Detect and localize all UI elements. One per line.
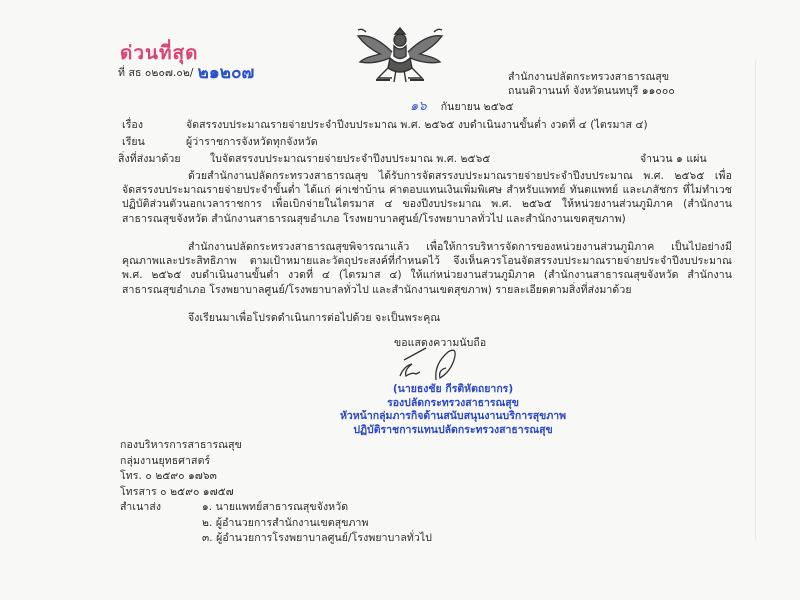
signer-title-1: รองปลัดกระทรวงสาธารณสุข [387, 396, 519, 409]
to-text: ผู้ว่าราชการจังหวัดทุกจังหวัด [186, 136, 318, 148]
subject-row [122, 118, 648, 132]
closing-request: จึงเรียนมาเพื่อโปรดดำเนินการต่อไปด้วย จะเป็นพระคุณ [188, 312, 441, 324]
phone: โทร. ๐ ๒๕๙๐ ๑๗๖๓ [120, 470, 217, 482]
cc-row-2 [120, 516, 432, 532]
to-row [122, 135, 318, 149]
salutation: ขอแสดงความนับถือ [394, 337, 487, 349]
cc-item: ๑. นายแพทย์สาธารณสุขจังหวัด [202, 501, 349, 513]
cc-item: ๓. ผู้อำนวยการโรงพยาบาลศูนย์/โรงพยาบาลทั่วไป [202, 532, 433, 544]
subject-label: เรื่อง [122, 119, 144, 131]
cc-label: สำเนาส่ง [120, 501, 162, 513]
date-day-handwritten: ๑๖ [410, 99, 427, 114]
footer-contact [120, 438, 432, 547]
signer-title-3: ปฏิบัติราชการแทนปลัดกระทรวงสาธารณสุข [353, 423, 553, 436]
document-number-handwritten: ๒๑๒๐๗ [197, 63, 255, 83]
subject-text: จัดสรรงบประมาณรายจ่ายประจำปีงบประมาณ พ.ศ. ๒๕๖๕ งบดำเนินงานขั้นต่ำ งวดที่ ๔ (ไตรมาส ๔) [186, 119, 648, 131]
cc-row-1 [120, 500, 432, 516]
garuda-emblem-icon [352, 22, 448, 92]
document-number-prefix: ที่ สธ ๐๒๐๗.๐๒/ [118, 67, 194, 79]
office-address: ถนนติวานนท์ จังหวัดนนทบุรี ๑๑๐๐๐ [508, 85, 675, 97]
document-date [410, 100, 514, 114]
signer-title-2: หัวหน้ากลุ่มภารกิจด้านสนับสนุนงานบริการสุขภาพ [339, 410, 567, 422]
enclosure-text: ใบจัดสรรงบประมาณรายจ่ายประจำปีงบประมาณ พ.ศ. ๒๕๖๕ [210, 153, 491, 165]
enclosure-label: สิ่งที่ส่งมาด้วย [118, 153, 181, 165]
body-paragraph-2: สำนักงานปลัดกระทรวงสาธารณสุขพิจารณาแล้ว เพื่อให้การบริหารจัดการของหน่วยงานส่วนภูมิภาค เป็นไปอย่างมีคุณภาพและประสิทธิภาพ ตามเป้าหมายและวัตถุประสงค์ที่กำหนดไว้ จึงเห็นควรโอนจัดสรรงบประมาณรายจ่ายประจำปีงบประมาณ พ.ศ. ๒๕๖๕ งบดำเนินงานขั้นต่ำ งวดที่ ๔ (ไตรมาส ๔) ให้แก่หน่วยงานส่วนภูมิภาค (สำนักงานสาธารณสุขจังหวัด สำนักงานสาธารณสุขอำเภอ โรงพยาบาลศูนย์/โรงพยาบาลทั่วไป และสำนักงานเขตสุขภาพ) รายละเอียดตามสิ่งที่ส่งมาด้วย [122, 241, 732, 296]
enclosure-count: จำนวน ๑ แผ่น [640, 153, 707, 165]
division: กองบริหารการสาธารณสุข [120, 439, 242, 451]
date-month-year: กันยายน ๒๕๖๕ [440, 101, 514, 113]
scan-edge-line [755, 60, 756, 540]
handwritten-signature-icon [378, 346, 488, 386]
sender-office [508, 70, 675, 98]
cc-item: ๒. ผู้อำนวยการสำนักงานเขตสุขภาพ [202, 516, 369, 529]
enclosure-row [118, 152, 490, 166]
urgency-stamp: ด่วนที่สุด [120, 42, 199, 64]
to-label: เรียน [122, 136, 145, 148]
signer-name: (นายธงชัย กีรติหัตถยากร) [392, 383, 514, 395]
cc-row-3 [120, 531, 432, 547]
office-name: สำนักงานปลัดกระทรวงสาธารณสุข [508, 71, 670, 83]
group: กลุ่มงานยุทธศาสตร์ [120, 454, 211, 467]
body-paragraph-1: ด้วยสำนักงานปลัดกระทรวงสาธารณสุข ได้รับการจัดสรรงบประมาณรายจ่ายประจำปีงบประมาณ พ.ศ. ๒๕๖๕ เพื่อจัดสรรงบประมาณรายจ่ายประจำขั้นต่ำ ได้แก่ ค่าเช่าบ้าน ค่าตอบแทนเงินเพิ่มพิเศษ สำหรับแพทย์ ทันตแพทย์ และเภสัชกร ที่ไม่ทำเวชปฏิบัติส่วนตัวนอกเวลาราชการ เพื่อเบิกจ่ายในไตรมาส ๔ ของปีงบประมาณ พ.ศ. ๒๕๖๕ ให้หน่วยงานส่วนภูมิภาค (สำนักงานสาธารณสุขจังหวัด สำนักงานสาธารณสุขอำเภอ โรงพยาบาลศูนย์/โรงพยาบาลทั่วไป และสำนักงานเขตสุขภาพ) [122, 170, 732, 225]
signature-block [298, 383, 608, 437]
document-number [118, 63, 255, 83]
fax: โทรสาร ๐ ๒๕๙๐ ๑๗๕๗ [120, 485, 234, 498]
